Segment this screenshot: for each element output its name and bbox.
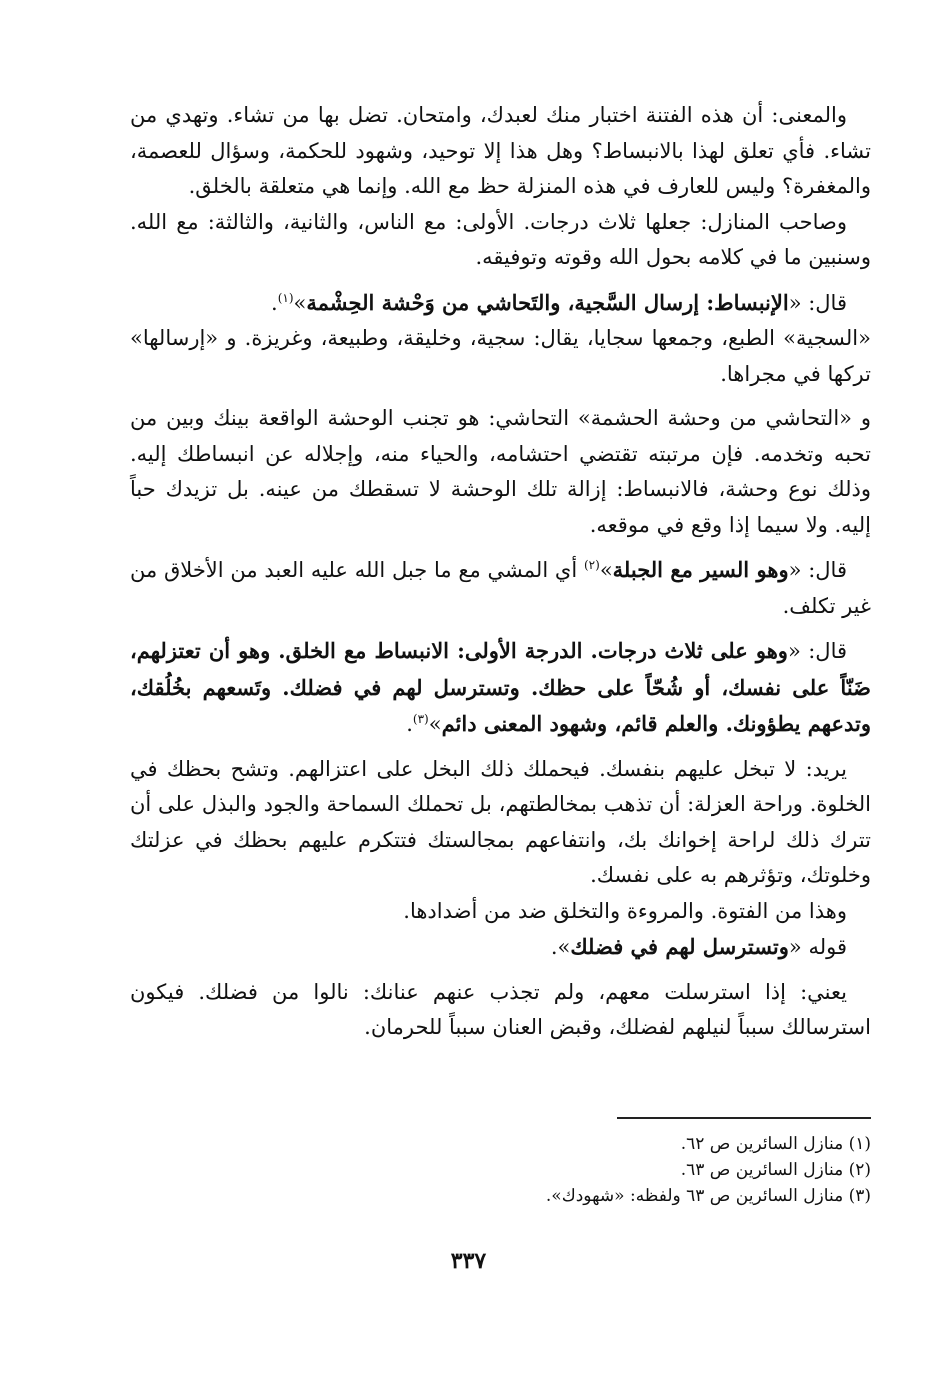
text-segment: » [428,712,442,736]
quoted-text: الإنبساط: إرسال السَّجية، والتَحاشي من وَحْشة الحِشْمة [306,289,789,315]
text-segment: والمعنى: أن هذه الفتنة اختبار منك لعبدك، وامتحان. تضل بها من تشاء. وتهدي من تشاء. فأي تعلق لهذا بالانبساط؟ وهل هذا إلا توحيد، وشهود للحكمة، وسؤال للعصمة، والمغفرة؟ وليس للعارف في هذه المنزلة حظ مع الله. وإنما هي متعلقة بالخلق. [130,103,871,198]
text-segment: » [599,558,613,582]
text-segment: يعني: إذا استرسلت معهم، ولم تجذب عنهم عنانك: نالوا من فضلك. فيكون استرسالك سبباً لنيلهم لفضلك، وقبض العنان سبباً للحرمان. [130,979,871,1039]
text-segment: وهذا من الفتوة. والمروءة والتخلق ضد من أضدادها. [403,898,847,923]
footnote-ref: (١) [277,290,294,305]
paragraph [130,752,871,894]
paragraph [130,205,871,276]
text-segment: قال: « [787,639,848,663]
paragraph [130,975,871,1046]
paragraph [130,894,871,930]
page-number: ٣٣٧ [450,1248,487,1274]
quoted-text: وهو السير مع الجبلة [612,557,789,582]
text-segment: . [406,712,413,736]
text-segment: » [293,290,307,315]
paragraph [130,285,871,322]
quoted-text: وتسترسل لهم في فضلك [570,934,789,959]
paragraph [130,98,871,205]
text-segment: قوله « [788,935,847,959]
text-segment: . [271,290,278,315]
footnote-ref: (٣) [412,712,429,726]
paragraph [130,401,871,543]
text-segment: و «التحاشي من وحشة الحشمة» التحاشي: هو تجنب الوحشة الواقعة بينك وبين من تحبه وتخدمه. فإن مرتبته تقتضي احتشامه، والحياء منه، وإجلاله عن انبساطك إليه. وذلك نوع وحشة، فالانبساط: إزالة تلك الوحشة لا تسقطك من عينه. بل تزيدك حباً إليه. ولا سيما إذا وقع في موقعه. [130,406,871,537]
paragraph [130,321,871,392]
text-segment: يريد: لا تبخل عليهم بنفسك. فيحملك ذلك البخل على اعتزالهم. وتشح بحظك في الخلوة. وراحة العزلة: أن تذهب بمخالطتهم، بل تحملك السماحة والجود والبذل على أن تترك ذلك لراحة إخوانك بك، وانتفاعهم بمجالستك فتتكرم عليهم بحظك في عزلتك وخلوتك، وتؤثرهم به على نفسك. [130,756,871,887]
footnote-3: (٣) منازل السائرين ص ٦٣ ولفظه: «شهودك». [545,1186,871,1206]
footnote-separator [617,1117,871,1119]
main-text [130,98,871,1046]
footnote-2: (٢) منازل السائرين ص ٦٣. [680,1160,871,1180]
text-segment: وصاحب المنازل: جعلها ثلاث درجات. الأولى: مع الناس، والثانية، والثالثة: مع الله. وسنبين ما في كلامه بحول الله وقوته وتوفيقه. [130,209,871,269]
footnotes [130,1131,871,1209]
footnote-1: (١) منازل السائرين ص ٦٢. [680,1134,871,1154]
text-segment: ». [550,935,571,959]
paragraph [130,552,871,624]
text-segment: قال: « [788,290,847,315]
quoted-text: وهو على ثلاث درجات. الدرجة الأولى: الانبساط مع الخلق. وهو أن تعتزلهم، ضَنّاً على نفسك، أو شُحّاً على حظك. وتسترسل لهم في فضلك. وتَسعهم بخُلُقك، وتدعهم يطؤونك. والعلم قائم، وشهود المعنى دائم [130,638,871,736]
paragraph [130,633,871,743]
paragraph [130,929,871,966]
text-segment: «السجية» الطبع، وجمعها سجايا، يقال: سجية، وخليقة، وطبيعة، وغريزة. و «إرسالها» تركها في مجراها. [130,326,871,386]
text-segment: أي المشي مع ما جبل الله عليه العبد من الأخلاق من غير تكلف. [130,558,871,618]
footnote-ref: (٢) [583,558,600,572]
text-segment: قال: « [788,558,847,582]
